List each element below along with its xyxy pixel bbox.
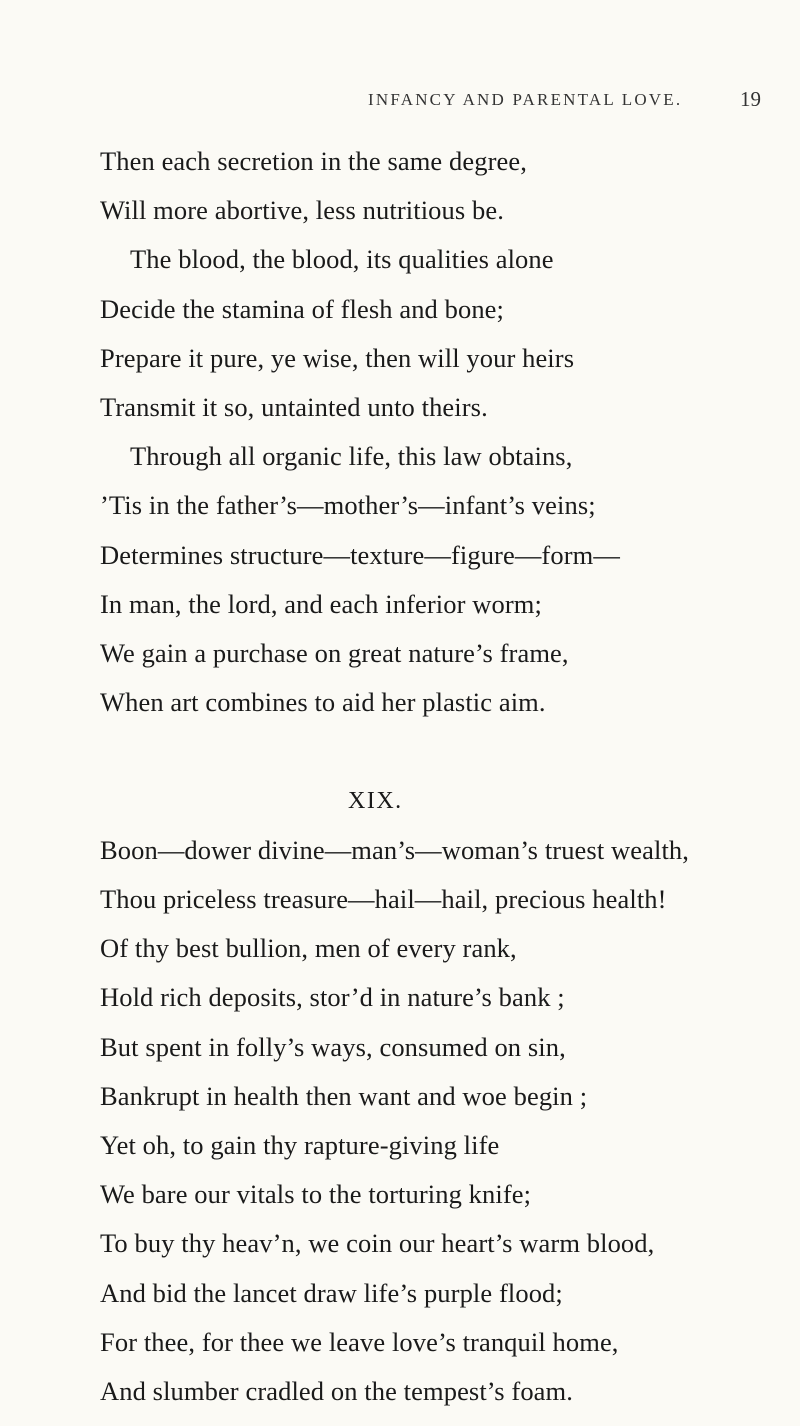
poem-line: Hold rich deposits, stor’d in nature’s bank ;	[100, 982, 565, 1012]
poem-line: We gain a purchase on great nature’s frame,	[100, 638, 569, 668]
section-heading: XIX.	[348, 788, 403, 814]
poem-line: Thou priceless treasure—hail—hail, precious health!	[100, 884, 667, 914]
poem-line: Determines structure—texture—figure—form—	[100, 540, 620, 570]
page-number: 19	[740, 87, 761, 111]
poem-line: ’Tis in the father’s—mother’s—infant’s veins;	[100, 490, 596, 520]
poem-line: Yet oh, to gain thy rapture-giving life	[100, 1130, 500, 1160]
poem-line: To buy thy heav’n, we coin our heart’s warm blood,	[100, 1228, 655, 1258]
poem-line: But spent in folly’s ways, consumed on sin,	[100, 1032, 566, 1062]
running-title: INFANCY AND PARENTAL LOVE.	[368, 90, 683, 109]
poem-line: Transmit it so, untainted unto theirs.	[100, 392, 488, 422]
poem-line: The blood, the blood, its qualities alone	[130, 244, 554, 274]
poem-line: And bid the lancet draw life’s purple flood;	[100, 1278, 563, 1308]
poem-line: When art combines to aid her plastic aim.	[100, 687, 546, 717]
poem-line: In man, the lord, and each inferior worm;	[100, 589, 542, 619]
poem-line: And slumber cradled on the tempest’s foam.	[100, 1376, 573, 1406]
poem-line: Prepare it pure, ye wise, then will your heirs	[100, 343, 575, 373]
poem-line: Through all organic life, this law obtains,	[130, 441, 573, 471]
poem-line: For thee, for thee we leave love’s tranquil home,	[100, 1327, 619, 1357]
poem-line: Boon—dower divine—man’s—woman’s truest wealth,	[100, 835, 689, 865]
poem-line: We bare our vitals to the torturing knife;	[100, 1179, 532, 1209]
poem-line: Bankrupt in health then want and woe begin ;	[100, 1081, 588, 1111]
poem-line: Decide the stamina of flesh and bone;	[100, 294, 505, 324]
poem-line: Will more abortive, less nutritious be.	[100, 195, 504, 225]
poem-line: Then each secretion in the same degree,	[100, 146, 527, 176]
poem-line: Of thy best bullion, men of every rank,	[100, 933, 517, 963]
